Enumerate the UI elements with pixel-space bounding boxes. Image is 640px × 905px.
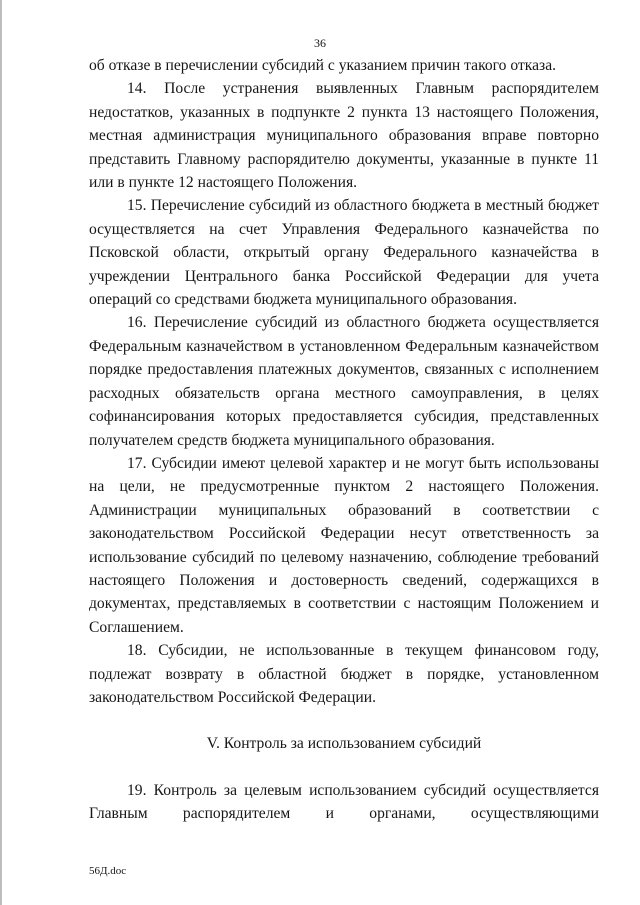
- paragraph-item-17: 17. Субсидии имеют целевой характер и не могут быть использованы на цели, не предусмотренные пунктом 2 настоящего Положения. Администрации муниципальных образований в соответствии с законодательством Российской Федерации несут ответственность за использование субсидий по целевому назначению, соблюдение требований настоящего Положения и достоверность сведений, содержащихся в документах, представляемых в соответствии с настоящим Положением и Соглашением.: [89, 454, 599, 636]
- paragraph-item-15: 15. Перечисление субсидий из областного бюджета в местный бюджет осуществляется на счет Управления Федерального казначейства по Псковской области, открытый органу Федерального казначейства в учреждении Центрального банка Российской Федерации для учета операций со средствами бюджета муниципального образования.: [89, 197, 599, 309]
- paragraph-item-16: 16. Перечисление субсидий из областного бюджета осуществляется Федеральным казначейством в установленном Федеральным казначейством порядке предоставления платежных документов, связанных с исполнением расходных обязательств органа местного самоуправления, в целях софинансирования которых предоставляется субсидия, представленных получателем средств бюджета муниципального образования.: [89, 314, 599, 449]
- page-number: 36: [314, 36, 326, 50]
- paragraph-continuation: об отказе в перечислении субсидий с указанием причин такого отказа.: [89, 57, 557, 74]
- paragraph-item-19: 19. Контроль за целевым использованием субсидий осуществляется Главным распорядителем и органами, осуществляющими: [89, 781, 599, 823]
- paragraph-item-18: 18. Субсидии, не использованные в текущем финансовом году, подлежат возврату в областной бюджет в порядке, установленном законодательством Российской Федерации.: [89, 642, 599, 706]
- section-v-heading: V. Контроль за использованием субсидий: [206, 735, 482, 753]
- document-body: [89, 54, 599, 826]
- footer-filename: 56Д.doc: [89, 865, 127, 877]
- scan-edge: [0, 0, 2, 905]
- paragraph-item-14: 14. После устранения выявленных Главным распорядителем недостатков, указанных в подпункте 2 пункта 13 настоящего Положения, местная администрация муниципального образования вправе повторно представить Главному распорядителю документы, указанные в пункте 11 или в пункте 12 настоящего Положения.: [89, 80, 599, 192]
